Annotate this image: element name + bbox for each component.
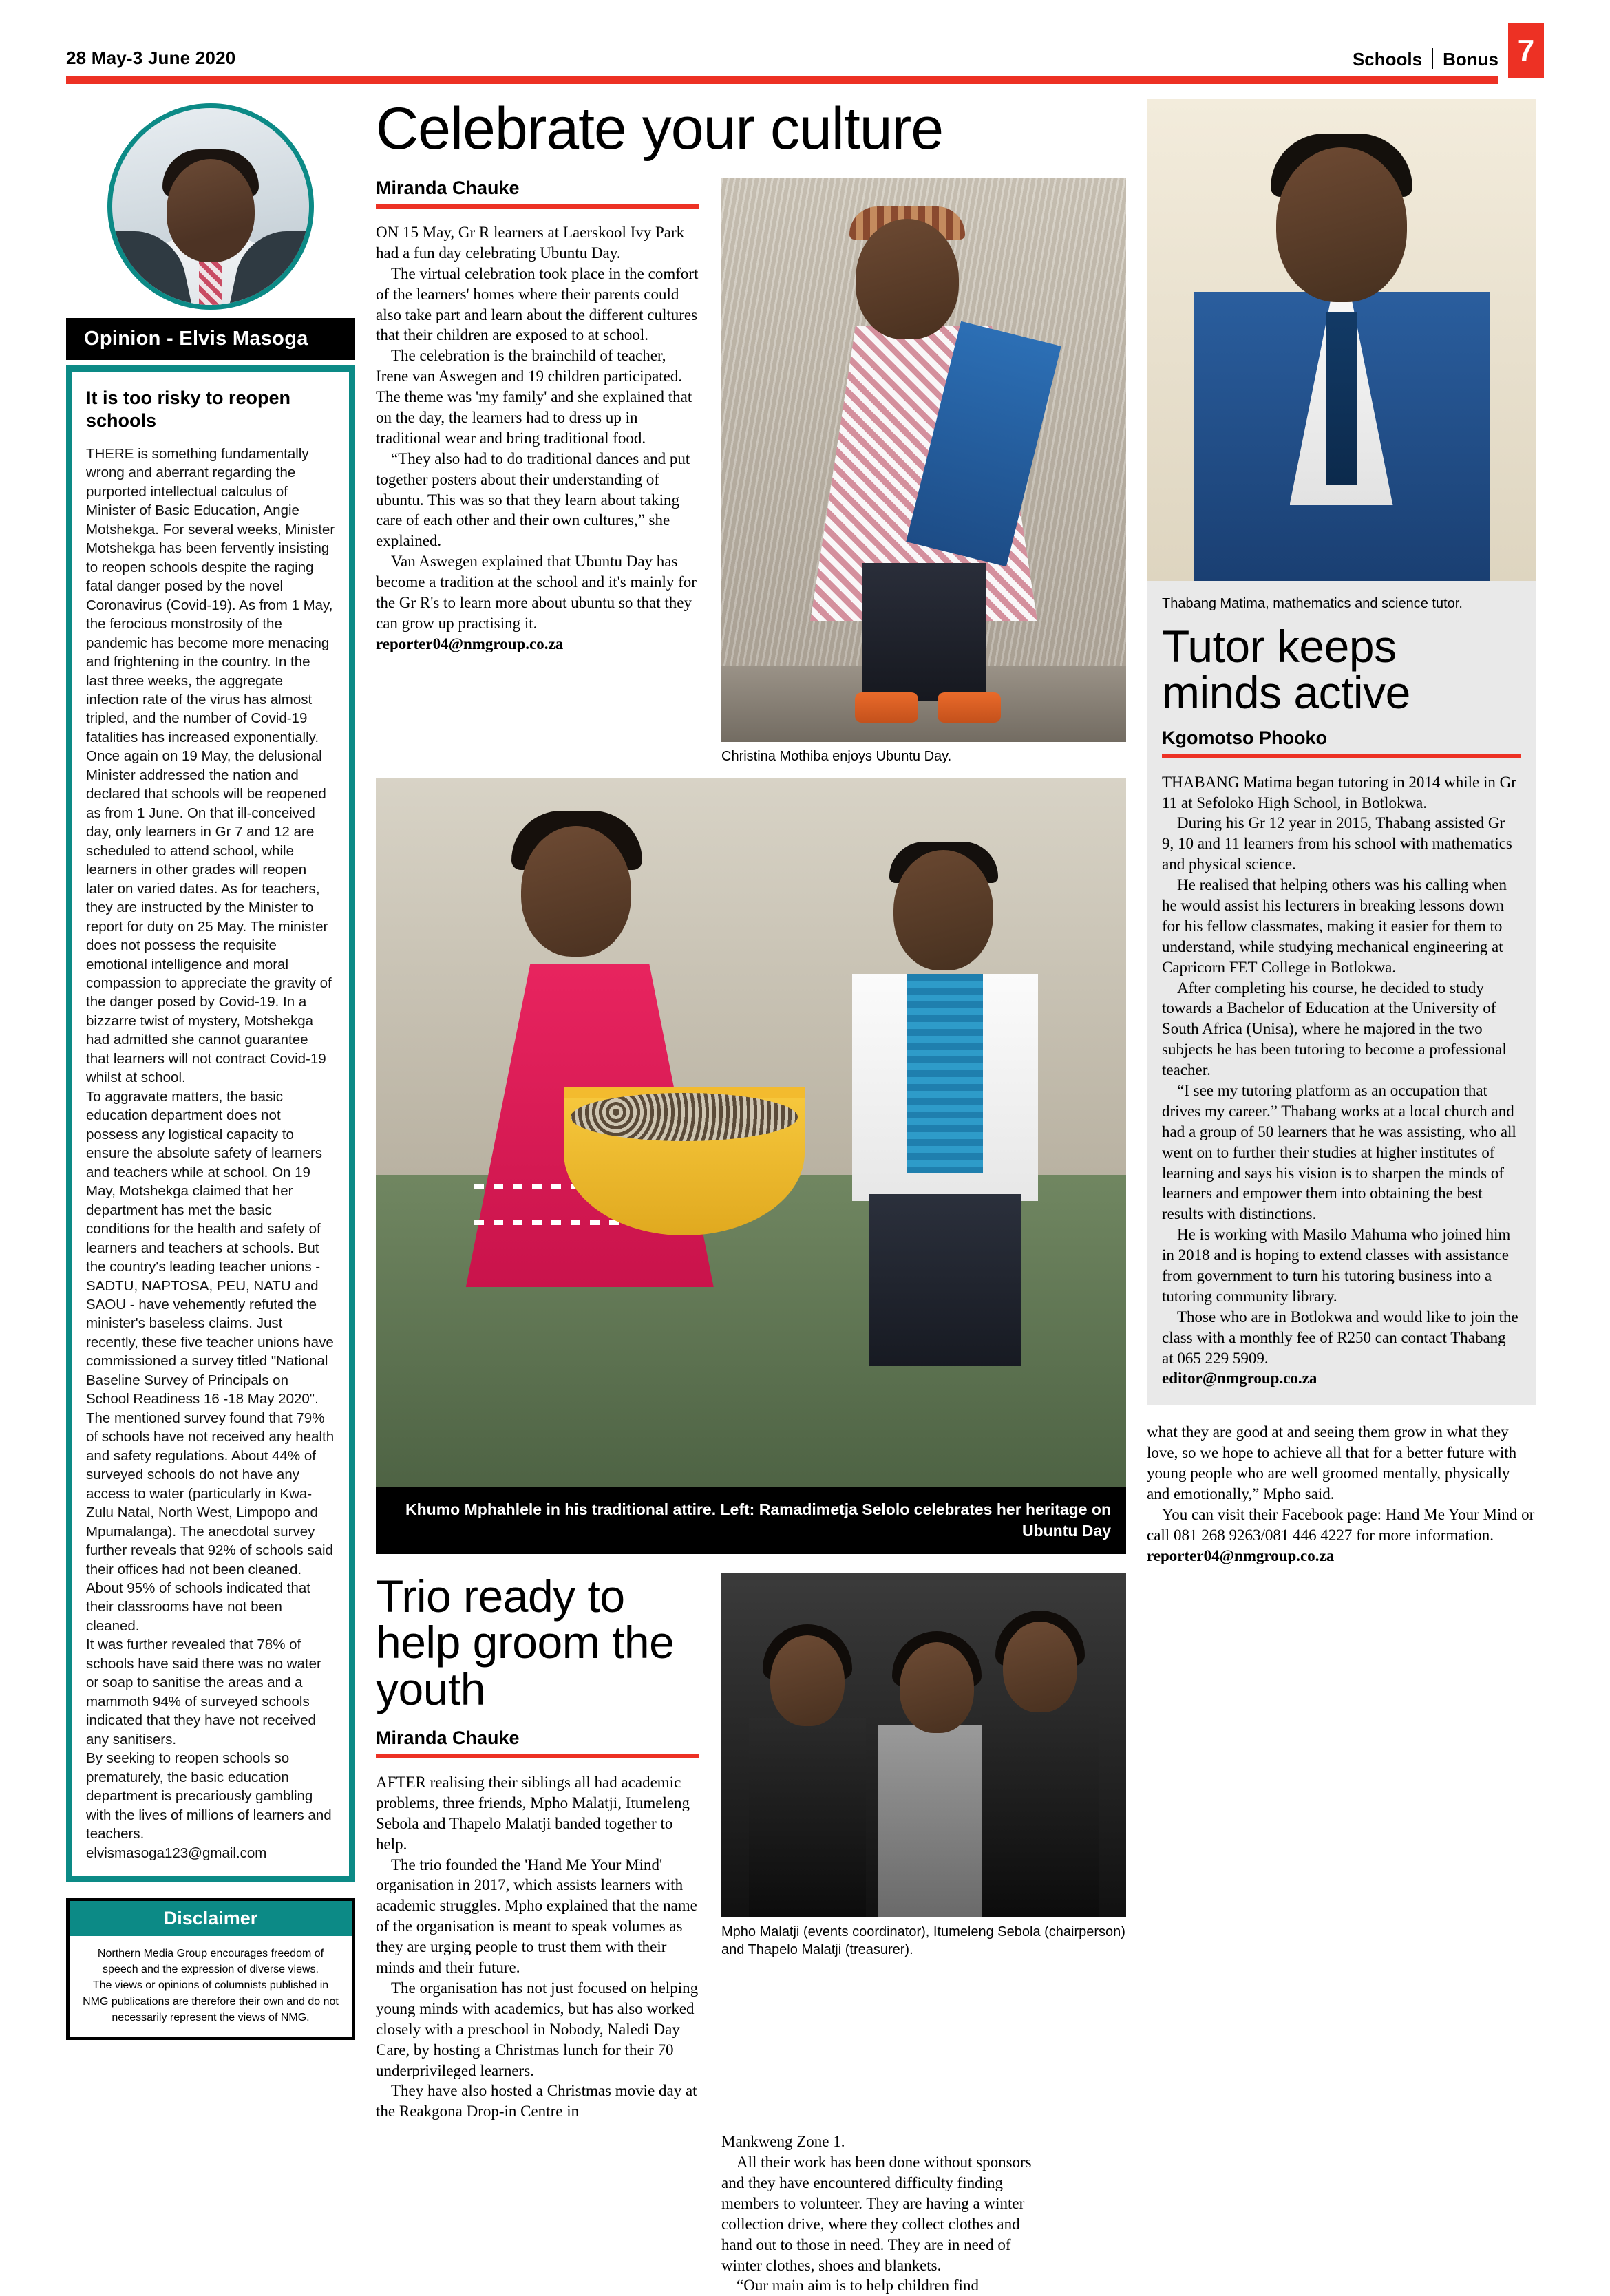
- trio-byline-rule: [376, 1754, 699, 1758]
- trio-body-col1: [376, 1772, 699, 2122]
- trio-article-bottom: [376, 2132, 1126, 2296]
- trio-paragraph-8: what they are good at and seeing them grow in what they love, so we hope to achieve all that for a better future with young people who are well groomed mentally, physically and emotionally,” Mpho said.: [1147, 1423, 1517, 1503]
- tutor-paragraph-1: THABANG Matima began tutoring in 2014 while in Gr 11 at Sefoloko High School, in Botlokwa.: [1162, 773, 1516, 811]
- page-columns: [66, 96, 1544, 2296]
- page-number-badge: 7: [1508, 23, 1544, 78]
- opinion-email[interactable]: elvismasoga123@gmail.com: [86, 1845, 267, 1861]
- masthead-section-group: [1353, 23, 1544, 76]
- culture-paragraph-5: Van Aswegen explained that Ubuntu Day has become a tradition at the school and it's mainly for the Gr R's to learn more about ubuntu so that they can grow up practising it.: [376, 553, 697, 632]
- disclaimer-box: [66, 1898, 355, 2040]
- tutor-paragraph-4: After completing his course, he decided to study towards a Bachelor of Education at the University of South Africa (Unisa), where he majored in the two subjects he has been tutoring to become a professional teacher.: [1162, 979, 1507, 1079]
- opinion-article: [66, 365, 355, 1882]
- caption-khumo-ramadimetja: Khumo Mphahlele in his traditional attire. Left: Ramadimetja Selolo celebrates her heritage on Ubuntu Day: [376, 1487, 1126, 1554]
- page-masthead: [66, 0, 1544, 76]
- caption-trio-members: Mpho Malatji (events coordinator), Itumeleng Sebola (chairperson) and Thapelo Malatji (treasurer).: [721, 1924, 1125, 1958]
- tutor-paragraph-2: During his Gr 12 year in 2015, Thabang assisted Gr 9, 10 and 11 learners from his school with mathematics and physical science.: [1162, 814, 1512, 873]
- main-content-column: [376, 96, 1126, 2296]
- opinion-paragraph-3: It was further revealed that 78% of schools have said there was no water or soap to sanitise the areas and a mammoth 94% of surveyed schools indicated that they have not received any sanitisers.: [86, 1637, 321, 1747]
- trio-byline: Miranda Chauke: [376, 1728, 520, 1749]
- tutor-byline-rule: [1162, 754, 1521, 758]
- trio-headline: Trio ready to help groom the youth: [376, 1571, 675, 1714]
- opinion-paragraph-1: THERE is something fundamentally wrong and aberrant regarding the purported intellectual calculus of Minister of Basic Education, Angie Motshekga. For several weeks, Minister Motshekga has been fervently insisting to reopen schools despite the raging fatal danger posed by the novel Coronavirus (Covid-19). As from 1 May, the ferocious monstrosity of the pandemic has become more menacing and frightening in the country. In the last three weeks, the aggregate infection rate of the virus has almost tripled, and the number of Covid-19 fatalities has increased exponentially. Once again on 19 May, the delusional Minister addressed the nation and declared that schools will be reopened as from 1 June. On that ill-conceived day, only learners in Gr 7 and 12 are scheduled to attend school, while learners in other grades will reopen later on varied dates. As for teachers, they are instructed by the Minister to report for duty on 25 May. The minister does not possess the requisite emotional intelligence and moral compassion to appreciate the gravity of the danger posed by Covid-19. In a bizzarre twist of mystery, Motshekga had admitted she cannot guarantee that learners will not contract Covid-19 whilst at school.: [86, 445, 335, 1086]
- opinion-body: [86, 445, 335, 1844]
- disclaimer-line-2: The views or opinions of columnists published in NMG publications are therefore their own and do not necessarily represent the views of NMG.: [83, 1979, 339, 2023]
- culture-paragraph-2: The virtual celebration took place in the comfort of the learners' homes where their parents could also take part and learn about the different cultures that their children are exposed to at school.: [376, 264, 699, 344]
- trio-body-col3: [1147, 1422, 1536, 1545]
- masthead-rule: [66, 76, 1498, 84]
- photo-christina-mothiba: [721, 178, 1126, 742]
- opinion-header-bar: Opinion - Elvis Masoga: [66, 318, 355, 360]
- photo-trio-members: [721, 1573, 1126, 1917]
- trio-body-col2-wrap: [376, 2132, 699, 2296]
- photo-thabang-matima: [1147, 99, 1536, 581]
- avatar: [107, 103, 314, 310]
- trio-paragraph-1: AFTER realising their siblings all had academic problems, three friends, Mpho Malatji, Itumeleng Sebola and Thapelo Malatji banded together to help.: [376, 1774, 690, 1853]
- trio-paragraph-3: The organisation has not just focused on helping young minds with academics, but has also worked closely with a preschool in Nobody, Naledi Day Care, by hosting a Christmas lunch for their 70 underprivileged learners.: [376, 1979, 699, 2079]
- trio-paragraph-9: You can visit their Facebook page: Hand Me Your Mind or call 081 268 9263/081 446 4227 for more information.: [1147, 1506, 1535, 1544]
- issue-date: 28 May-3 June 2020: [66, 47, 236, 68]
- page-title: Celebrate your culture: [376, 96, 944, 162]
- trio-paragraph-6: All their work has been done without sponsors and they have encountered difficulty finding members to volunteer. They are having a winter collection drive, where they collect clothes and hand out to those in need. They are in need of winter clothes, shoes and blankets.: [721, 2154, 1032, 2274]
- tutor-paragraph-7: Those who are in Botlokwa and would like to join the class with a monthly fee of R250 can contact Thabang at 065 229 5909.: [1162, 1308, 1518, 1367]
- trio-photo-column: [721, 1573, 1126, 2122]
- culture-paragraph-3: The celebration is the brainchild of teacher, Irene van Aswegen and 19 children participated. The theme was 'my family' and she explained that on the day, the learners had to dress up in traditional wear and bring traditional food.: [376, 347, 692, 447]
- tutor-headline: Tutor keeps minds active: [1162, 621, 1410, 719]
- tutor-paragraph-3: He realised that helping others was his calling when he would assist his lecturers in breaking lessons down for his fellow classmates, making it easier for them to understand, while studying mechanical engineering at Capricorn FET College in Botlokwa.: [1162, 876, 1507, 976]
- culture-article-top: [376, 178, 1126, 765]
- tutor-email[interactable]: editor@nmgroup.co.za: [1162, 1370, 1317, 1388]
- culture-body: [376, 222, 699, 634]
- trio-headline-column: [376, 1573, 699, 2122]
- tutor-body: [1162, 772, 1521, 1369]
- trio-email[interactable]: reporter04@nmgroup.co.za: [1147, 1546, 1335, 1564]
- culture-paragraph-1: ON 15 May, Gr R learners at Laerskool Ivy Park had a fun day celebrating Ubuntu Day.: [376, 224, 685, 262]
- opinion-title: It is too risky to reopen schools: [86, 387, 291, 431]
- disclaimer-line-1: Northern Media Group encourages freedom of speech and the expression of diverse views.: [97, 1948, 324, 1976]
- culture-email[interactable]: reporter04@nmgroup.co.za: [376, 635, 564, 652]
- caption-christina-mothiba: Christina Mothiba enjoys Ubuntu Day.: [721, 749, 952, 764]
- tutor-paragraph-5: “I see my tutoring platform as an occupation that drives my career.” Thabang works at a local church and had a group of 50 learners that he was assisting, who all went on to further their studies at higher institutes of learning and says his vision is to sharpen the minds of learners and empower them into obtaining the best results with distinctions.: [1162, 1081, 1516, 1223]
- trio-paragraph-2: The trio founded the 'Hand Me Your Mind' organisation in 2017, which assists learners with academic struggles. Mpho explained that the name of the organisation is meant to speak volumes as they are urging people to trust them with their minds and their future.: [376, 1856, 697, 1977]
- photo-khumo-and-ramadimetja: [376, 778, 1126, 1487]
- tutor-column: [1147, 99, 1536, 2296]
- tutor-article-panel: [1147, 581, 1536, 1405]
- section-label: Schools: [1352, 49, 1423, 70]
- tutor-byline: Kgomotso Phooko: [1162, 727, 1327, 748]
- culture-photo-column: [721, 178, 1126, 765]
- culture-paragraph-4: “They also had to do traditional dances and put together posters about their understanding of ubuntu. This was so that they learn about taking care of each other and their own cultures,” she explained.: [376, 449, 690, 550]
- opinion-column: [66, 99, 355, 2296]
- masthead-divider: [1432, 48, 1433, 69]
- trio-paragraph-4: They have also hosted a Christmas movie day at the Reakgona Drop-in Centre in: [376, 2082, 697, 2120]
- opinion-paragraph-2: To aggravate matters, the basic education department does not possess any logistical capacity to ensure the absolute safety of learners and teachers while at school. On 19 May, Motshekga claimed that her department has met the basic conditions for the health and safety of learners and teachers at schools. But the country's leading teacher unions - SADTU, NAPTOSA, PEU, NATU and SAOU - have vehemently refuted the minister's baseless claims. Just recently, these five teacher unions have commissioned a survey titled "National Baseline Survey of Principals on School Readiness 16 -18 May 2020". The mentioned survey found that 79% of schools have not received any health and safety regulations. About 44% of surveyed schools do not have any access to water (particularly in Kwa-Zulu Natal, North West, Limpopo and Mpumalanga). The anecdotal survey further reveals that 92% of schools said their offices had not been cleaned. About 95% of schools indicated that their classrooms have not been cleaned.: [86, 1088, 335, 1634]
- culture-text-column: [376, 178, 699, 765]
- tutor-paragraph-6: He is working with Masilo Mahuma who joined him in 2018 and is hoping to extend classes with assistance from government to turn his tutoring business into a tutoring community library.: [1162, 1226, 1511, 1305]
- trio-body-col2: [721, 2132, 1045, 2296]
- trio-article-top: [376, 1573, 1126, 2122]
- opinion-paragraph-4: By seeking to reopen schools so prematurely, the basic education department is precariously gambling with the lives of millions of learners and teachers.: [86, 1750, 332, 1842]
- caption-thabang-matima: Thabang Matima, mathematics and science tutor.: [1162, 596, 1463, 611]
- byline-rule: [376, 204, 699, 209]
- trio-paragraph-5: Mankweng Zone 1.: [721, 2133, 845, 2151]
- columnist-portrait-wrap: [66, 99, 355, 310]
- culture-byline: Miranda Chauke: [376, 178, 520, 198]
- disclaimer-body: [70, 1936, 352, 2037]
- disclaimer-heading: Disclaimer: [70, 1901, 352, 1936]
- subsection-label: Bonus: [1443, 49, 1498, 70]
- trio-paragraph-7: “Our main aim is to help children find: [737, 2277, 979, 2295]
